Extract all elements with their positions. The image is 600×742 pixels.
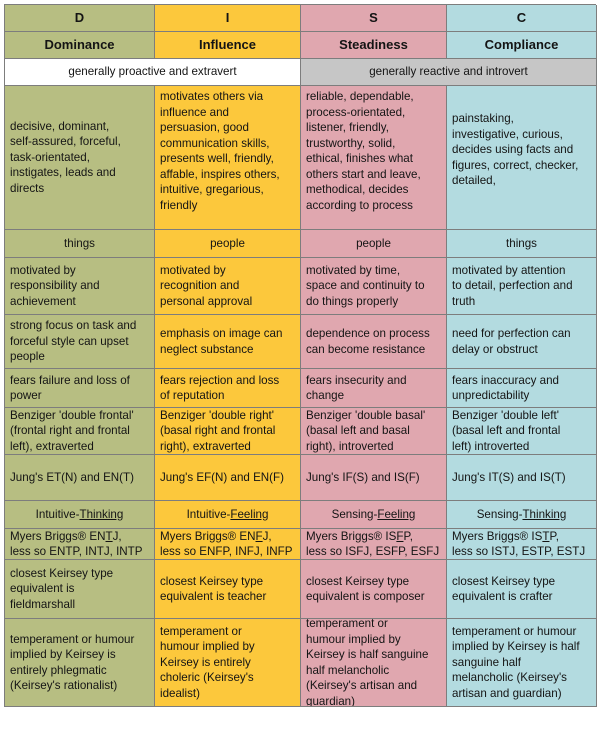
description-text: motivates others via influence and persuasion, good communication skills, presents well, friendly, affable, inspires others, intuitive, gregarious, friendly — [160, 90, 280, 212]
temperament-c — [447, 619, 597, 707]
motivation-text: motivated by responsibility and achievement — [10, 263, 100, 308]
function-underlined: Feeling — [230, 507, 269, 521]
weakness-text: dependence on process can become resistance — [306, 327, 430, 356]
col-letter-c: C — [447, 5, 597, 32]
function-s — [301, 501, 447, 529]
fears-text: fears insecurity and change — [306, 373, 407, 402]
function-i — [155, 501, 301, 529]
temperament-text: temperament or humour implied by Keirsey is half sanguine half melancholic (Keirsey's artisan and guardian) — [306, 619, 429, 707]
benziger-text: Benziger 'double basal' (basal left and basal right), introverted — [306, 408, 426, 453]
fears-text: fears failure and loss of power — [10, 373, 130, 402]
focus-c: things — [447, 230, 597, 258]
motivation-c — [447, 258, 597, 315]
description-text: painstaking, investigative, curious, decides using facts and figures, correct, checker, detailed, — [452, 112, 579, 187]
description-d — [5, 86, 155, 230]
motivation-text: motivated by time, space and continuity to do things properly — [306, 263, 425, 308]
keirsey-text: closest Keirsey type equivalent is crafter — [452, 574, 556, 603]
myers-briggs-i — [155, 529, 301, 560]
temperament-text: temperament or humour implied by Keirsey is half sanguine half melancholic (Keirsey's artisan and guardian) — [452, 624, 580, 700]
col-name-dominance: Dominance — [5, 32, 155, 59]
jung-s: Jung's IF(S) and IS(F) — [301, 455, 447, 501]
myers-briggs-s — [301, 529, 447, 560]
fears-text: fears rejection and loss of reputation — [160, 373, 280, 402]
motivation-text: motivated by recognition and personal approval — [160, 263, 253, 308]
myers-briggs-text: Myers Briggs® ISTP, less so ISTJ, ESTP, ESTJ — [452, 529, 586, 558]
col-letter-d: D — [5, 5, 155, 32]
weakness-text: need for perfection can delay or obstruct — [452, 327, 571, 356]
fears-i — [155, 369, 301, 408]
benziger-c — [447, 408, 597, 455]
fears-s — [301, 369, 447, 408]
motivation-i — [155, 258, 301, 315]
keirsey-i — [155, 560, 301, 619]
col-letter-i: I — [155, 5, 301, 32]
keirsey-text: closest Keirsey type equivalent is composer — [306, 574, 425, 603]
benziger-text: Benziger 'double right' (basal right and frontal right), extraverted — [160, 408, 276, 453]
keirsey-d — [5, 560, 155, 619]
col-letter-s: S — [301, 5, 447, 32]
col-name-compliance: Compliance — [447, 32, 597, 59]
description-i — [155, 86, 301, 230]
motivation-text: motivated by attention to detail, perfection and truth — [452, 263, 573, 308]
focus-s: people — [301, 230, 447, 258]
benziger-d — [5, 408, 155, 455]
motivation-s — [301, 258, 447, 315]
function-c — [447, 501, 597, 529]
myers-briggs-text: Myers Briggs® ENTJ, less so ENTP, INTJ, INTP — [10, 529, 143, 558]
description-c — [447, 86, 597, 230]
temperament-s — [301, 619, 447, 707]
jung-d: Jung's ET(N) and EN(T) — [5, 455, 155, 501]
description-text: decisive, dominant, self-assured, forceful, task-orientated, instigates, leads and directs — [10, 119, 121, 195]
weakness-text: emphasis on image can neglect substance — [160, 327, 283, 356]
disc-table — [4, 4, 596, 707]
temperament-text: temperament or humour implied by Keirsey is entirely choleric (Keirsey's idealist) — [160, 624, 255, 700]
weakness-d — [5, 315, 155, 369]
description-text: reliable, dependable, process-orientated, listener, friendly, trustworthy, solid, ethical, finishes what others start and leave, methodical, decides according to process — [306, 90, 421, 212]
function-underlined: Thinking — [522, 507, 567, 521]
col-name-steadiness: Steadiness — [301, 32, 447, 59]
temperament-i — [155, 619, 301, 707]
function-underlined: Feeling — [377, 507, 416, 521]
myers-briggs-c — [447, 529, 597, 560]
function-prefix: Sensing- — [476, 507, 523, 521]
weakness-c — [447, 315, 597, 369]
function-prefix: Intuitive- — [35, 507, 80, 521]
keirsey-text: closest Keirsey type equivalent is teacher — [160, 574, 267, 603]
benziger-s — [301, 408, 447, 455]
myers-briggs-d — [5, 529, 155, 560]
fears-d — [5, 369, 155, 408]
benziger-text: Benziger 'double left' (basal left and frontal left) introverted — [452, 408, 561, 453]
benziger-text: Benziger 'double frontal' (frontal right and frontal left), extraverted — [10, 408, 134, 453]
myers-briggs-text: Myers Briggs® ENFJ, less so ENFP, INFJ, INFP — [160, 529, 293, 558]
keirsey-text: closest Keirsey type equivalent is fieldmarshall — [10, 566, 114, 611]
motivation-d — [5, 258, 155, 315]
band-reactive: generally reactive and introvert — [301, 59, 597, 86]
jung-c: Jung's IT(S) and IS(T) — [447, 455, 597, 501]
keirsey-s — [301, 560, 447, 619]
function-prefix: Intuitive- — [186, 507, 231, 521]
fears-c — [447, 369, 597, 408]
col-name-influence: Influence — [155, 32, 301, 59]
function-d — [5, 501, 155, 529]
focus-i: people — [155, 230, 301, 258]
weakness-text: strong focus on task and forceful style can upset people — [10, 319, 137, 364]
benziger-i — [155, 408, 301, 455]
myers-briggs-text: Myers Briggs® ISFP, less so ISFJ, ESFP, ESFJ — [306, 529, 440, 558]
function-prefix: Sensing- — [331, 507, 378, 521]
jung-i: Jung's EF(N) and EN(F) — [155, 455, 301, 501]
description-s — [301, 86, 447, 230]
band-proactive: generally proactive and extravert — [5, 59, 301, 86]
function-underlined: Thinking — [79, 507, 124, 521]
fears-text: fears inaccuracy and unpredictability — [452, 373, 559, 402]
weakness-s — [301, 315, 447, 369]
weakness-i — [155, 315, 301, 369]
focus-d: things — [5, 230, 155, 258]
keirsey-c — [447, 560, 597, 619]
temperament-d — [5, 619, 155, 707]
temperament-text: temperament or humour implied by Keirsey is entirely phlegmatic (Keirsey's rationalist) — [10, 632, 135, 692]
